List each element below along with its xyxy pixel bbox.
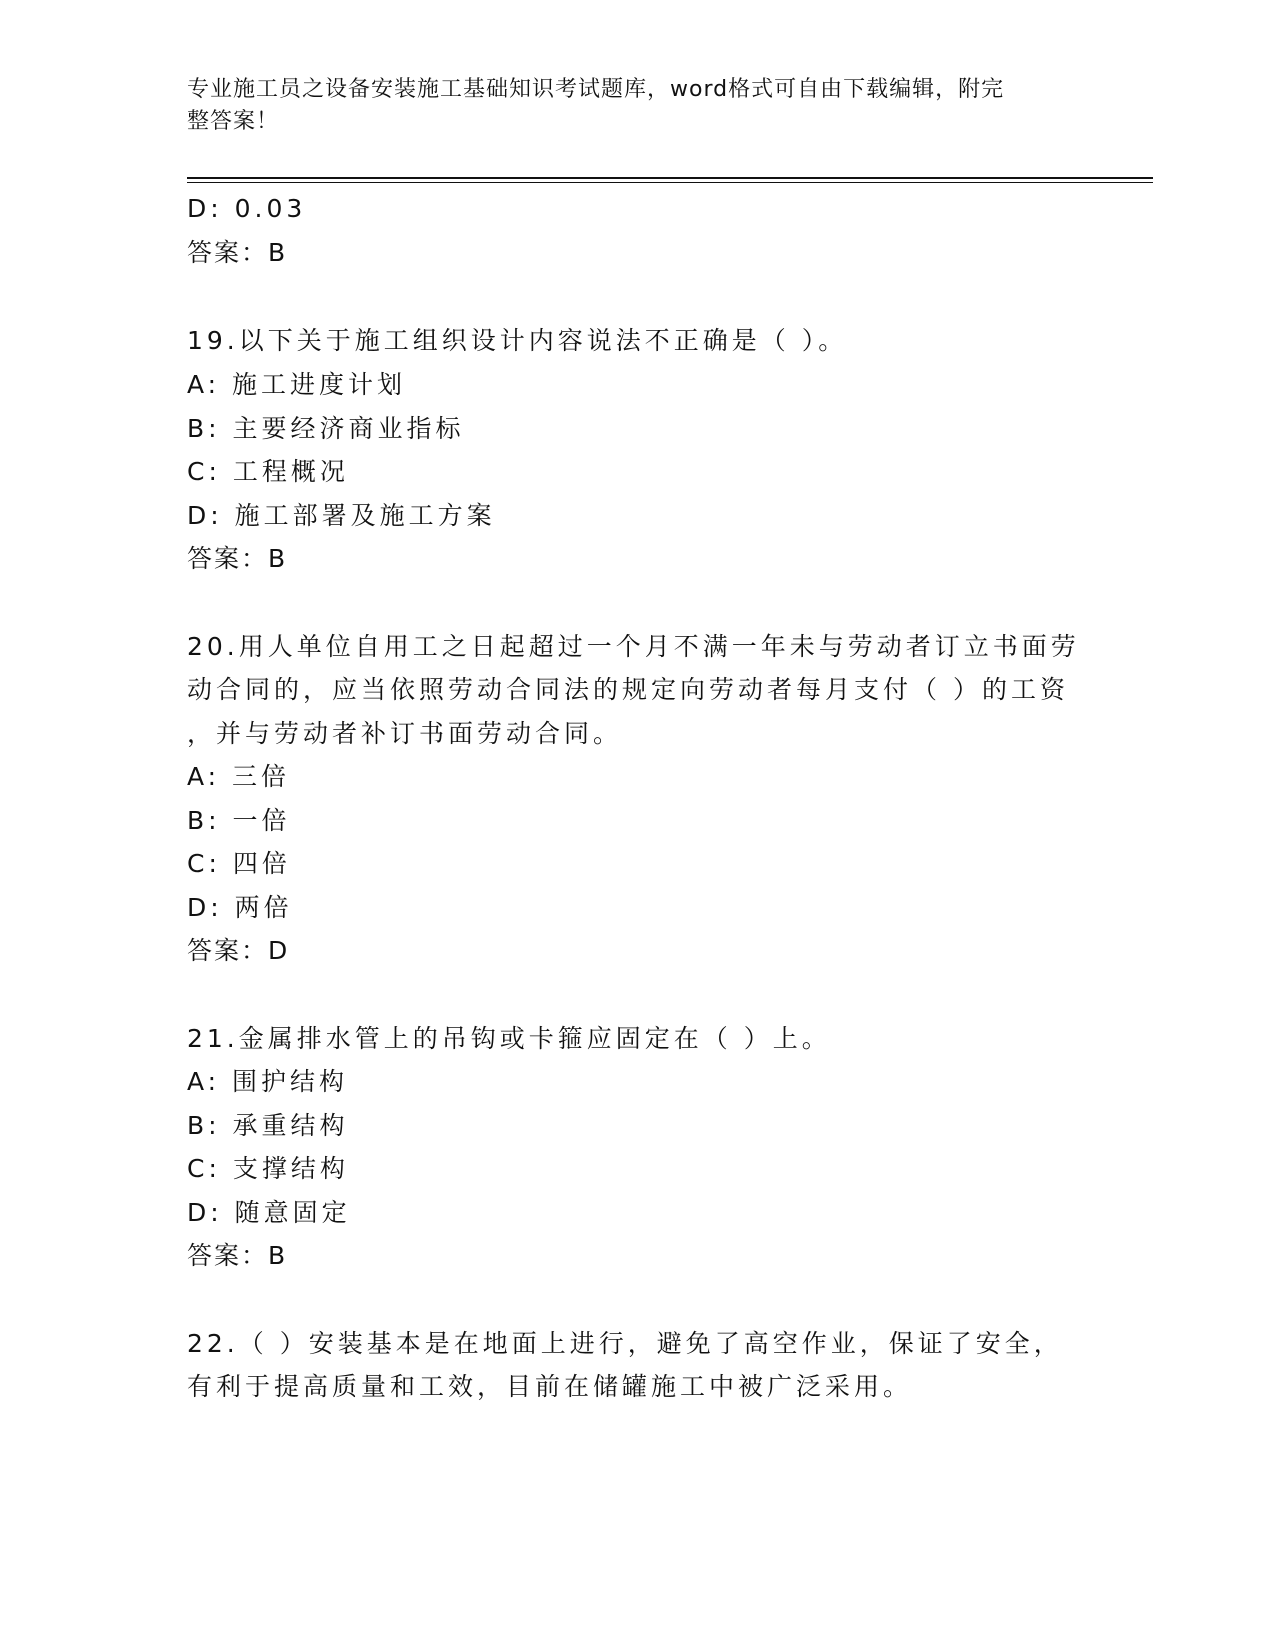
option-b: B: 承重结构 [187, 1111, 349, 1140]
header-line-2: 整答案！ [187, 109, 280, 134]
header-rule-thin [187, 182, 1153, 183]
option-a: A: 施工进度计划 [187, 370, 407, 399]
question-stem: 19.以下关于施工组织设计内容说法不正确是（ ）。 [187, 326, 848, 355]
answer: 答案：B [187, 1241, 288, 1270]
header-line-1: 专业施工员之设备安装施工基础知识考试题库，word格式可自由下载编辑，附完 [187, 77, 1005, 102]
option-d: D: 随意固定 [187, 1198, 351, 1227]
question-stem: 22.（ ）安装基本是在地面上进行，避免了高空作业，保证了安全， [187, 1329, 1063, 1358]
option-c: C: 四倍 [187, 849, 291, 878]
header-rule-thick [187, 177, 1153, 179]
option-a: A: 围护结构 [187, 1067, 349, 1096]
option-c: C: 工程概况 [187, 457, 349, 486]
option-d: D: 0.03 [187, 194, 307, 223]
option-d: D: 两倍 [187, 893, 293, 922]
question-stem: 有利于提高质量和工效，目前在储罐施工中被广泛采用。 [187, 1372, 913, 1401]
answer: 答案：B [187, 544, 288, 573]
document-header [187, 74, 1087, 138]
question-stem: 21.金属排水管上的吊钩或卡箍应固定在（ ）上。 [187, 1024, 831, 1053]
answer: 答案：D [187, 936, 290, 965]
question-stem: 20.用人单位自用工之日起超过一个月不满一年未与劳动者订立书面劳 [187, 632, 1080, 661]
option-b: B: 主要经济商业指标 [187, 414, 465, 443]
option-b: B: 一倍 [187, 806, 291, 835]
option-c: C: 支撑结构 [187, 1154, 349, 1183]
answer: 答案：B [187, 238, 288, 267]
option-a: A: 三倍 [187, 762, 291, 791]
question-stem: ，并与劳动者补订书面劳动合同。 [187, 719, 623, 748]
option-d: D: 施工部署及施工方案 [187, 501, 496, 530]
question-stem: 动合同的，应当依照劳动合同法的规定向劳动者每月支付（ ）的工资 [187, 675, 1069, 704]
